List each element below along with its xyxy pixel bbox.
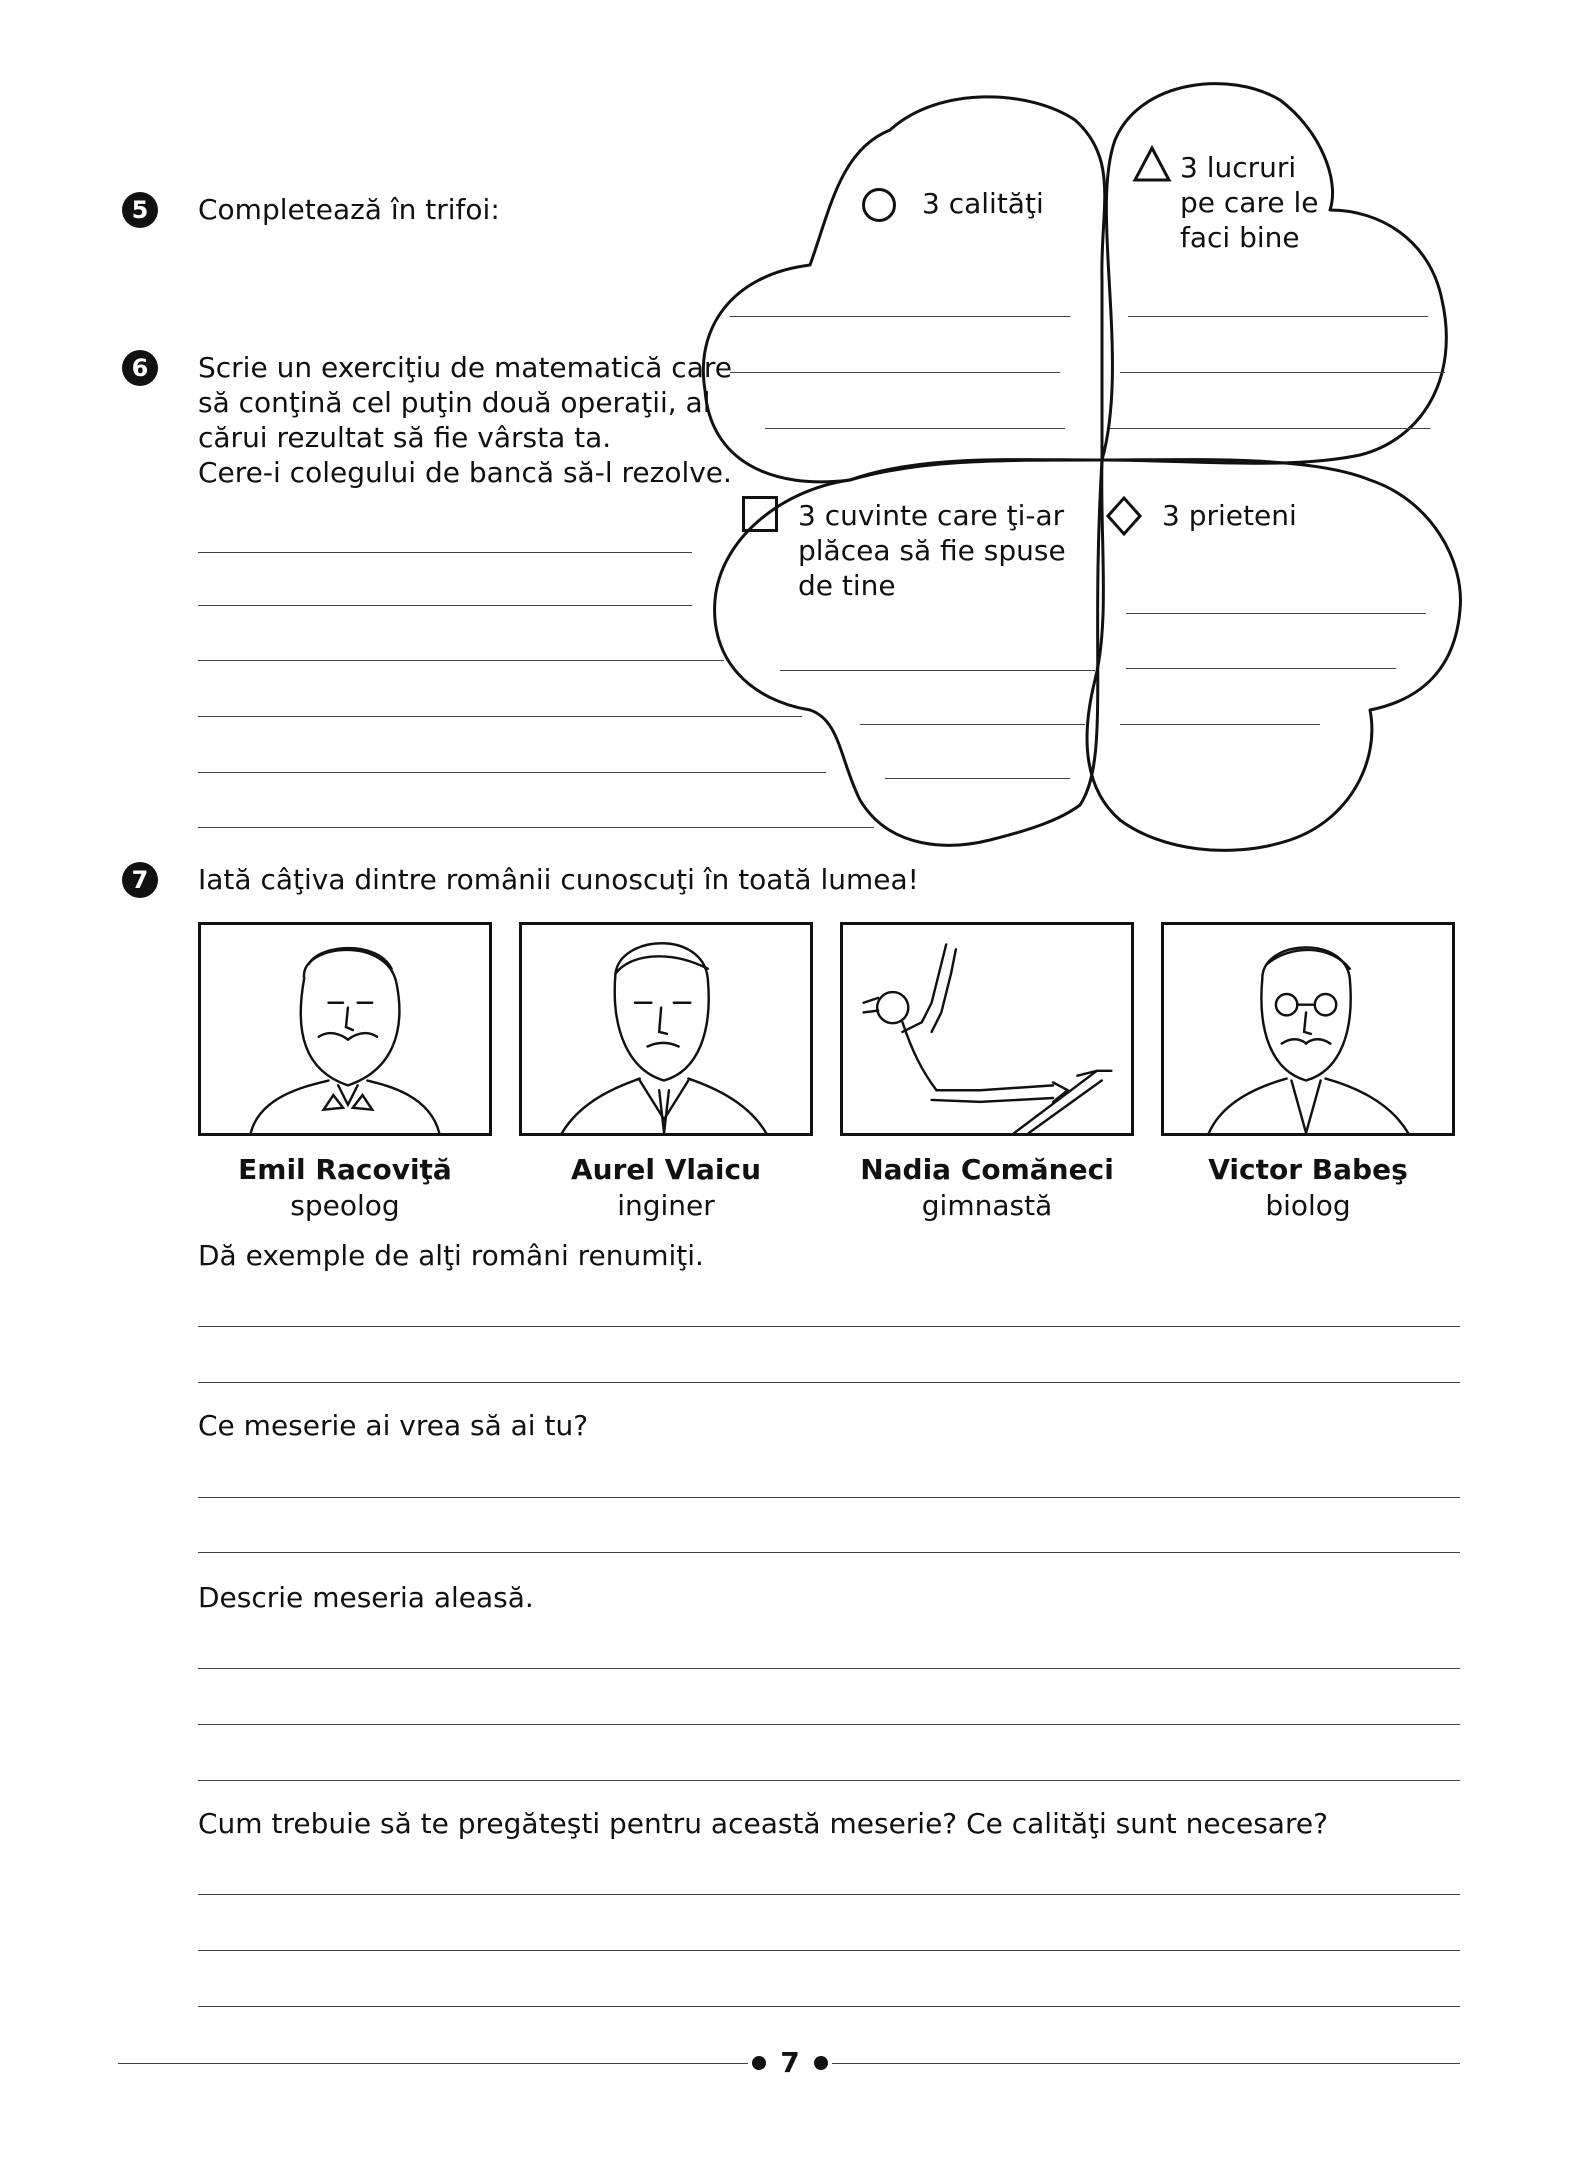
clover-diagram [690,60,1470,860]
footer-bullet-right [814,2056,828,2070]
portrait-illustration [1164,925,1452,1133]
person-caption [501,1152,831,1224]
footer-rule-left [118,2063,748,2064]
exercise-5-text: Completează în trifoi: [198,193,500,226]
clover-top-right-label-line-2: pe care le [1180,186,1319,219]
portrait-illustration [843,925,1131,1133]
exercise-7-number: 7 [122,862,158,898]
clover-answer-line[interactable] [860,724,1085,725]
exercise-6-number: 6 [122,350,158,386]
person-name: Nadia Comăneci [860,1153,1114,1186]
answer-line[interactable] [198,1950,1460,1951]
clover-answer-line[interactable] [1128,316,1428,317]
portrait-nadia-comaneci [840,922,1134,1136]
exercise-6-line-3: cărui rezultat să fie vârsta ta. [198,421,612,454]
clover-leaf-top-left [703,97,1104,482]
person-caption [180,1152,510,1224]
exercise-6-line-1: Scrie un exerciţiu de matematică care [198,351,732,384]
person-role: speolog [290,1189,400,1222]
clover-answer-line[interactable] [885,778,1070,779]
clover-top-right-label-line-3: faci bine [1180,221,1300,254]
answer-line[interactable] [198,1894,1460,1895]
clover-bottom-right-label: 3 prieteni [1162,499,1297,532]
clover-top-left-label: 3 calităţi [922,187,1044,220]
question-1: Dă exemple de alţi români renumiţi. [198,1239,704,1272]
answer-line[interactable] [198,660,724,661]
exercise-7-intro: Iată câţiva dintre românii cunoscuţi în toată lumea! [198,863,919,896]
clover-bottom-left-label-line-2: plăcea să fie spuse [798,534,1066,567]
portrait-illustration [201,925,489,1133]
answer-line[interactable] [198,2006,1460,2007]
person-name: Emil Racoviţă [238,1153,452,1186]
square-icon [742,496,778,532]
clover-answer-line[interactable] [730,316,1070,317]
answer-line[interactable] [198,605,692,606]
exercise-5-number: 5 [122,192,158,228]
exercise-6-line-2: să conţină cel puţin două operaţii, al [198,386,711,419]
clover-answer-line[interactable] [1110,428,1430,429]
person-role: biolog [1265,1189,1351,1222]
person-caption [822,1152,1152,1224]
clover-outline [690,60,1470,860]
clover-answer-line[interactable] [1120,724,1320,725]
answer-line[interactable] [198,1668,1460,1669]
question-4: Cum trebuie să te pregăteşti pentru această meserie? Ce calităţi sunt necesare? [198,1807,1328,1840]
clover-bottom-left-label-line-3: de tine [798,569,896,602]
person-role: gimnastă [921,1189,1053,1222]
clover-answer-line[interactable] [730,372,1060,373]
clover-answer-line[interactable] [1120,372,1445,373]
page-number: 7 [780,2046,800,2079]
diamond-icon [1105,495,1143,537]
triangle-icon [1132,145,1172,183]
clover-bottom-left-label-line-1: 3 cuvinte care ţi-ar [798,499,1065,532]
person-name: Victor Babeş [1208,1153,1408,1186]
circle-icon [862,188,896,222]
portrait-victor-babes [1161,922,1455,1136]
question-3: Descrie meseria aleasă. [198,1581,534,1614]
answer-line[interactable] [198,552,692,553]
person-caption [1143,1152,1473,1224]
answer-line[interactable] [198,1780,1460,1781]
portrait-illustration [522,925,810,1133]
clover-top-right-label-line-1: 3 lucruri [1180,151,1297,184]
portrait-emil-racovita [198,922,492,1136]
answer-line[interactable] [198,1552,1460,1553]
question-2: Ce meserie ai vrea să ai tu? [198,1409,589,1442]
answer-line[interactable] [198,1497,1460,1498]
person-name: Aurel Vlaicu [570,1153,762,1186]
exercise-6-line-4: Cere-i colegului de bancă să-l rezolve. [198,456,732,489]
clover-answer-line[interactable] [1126,613,1426,614]
footer-rule-right [832,2063,1460,2064]
clover-answer-line[interactable] [1126,668,1396,669]
footer-bullet-left [752,2056,766,2070]
person-role: inginer [617,1189,715,1222]
clover-leaf-top-right [1102,84,1446,464]
answer-line[interactable] [198,1724,1460,1725]
clover-answer-line[interactable] [765,428,1065,429]
clover-answer-line[interactable] [780,670,1095,671]
portrait-aurel-vlaicu [519,922,813,1136]
answer-line[interactable] [198,1326,1460,1327]
answer-line[interactable] [198,1382,1460,1383]
